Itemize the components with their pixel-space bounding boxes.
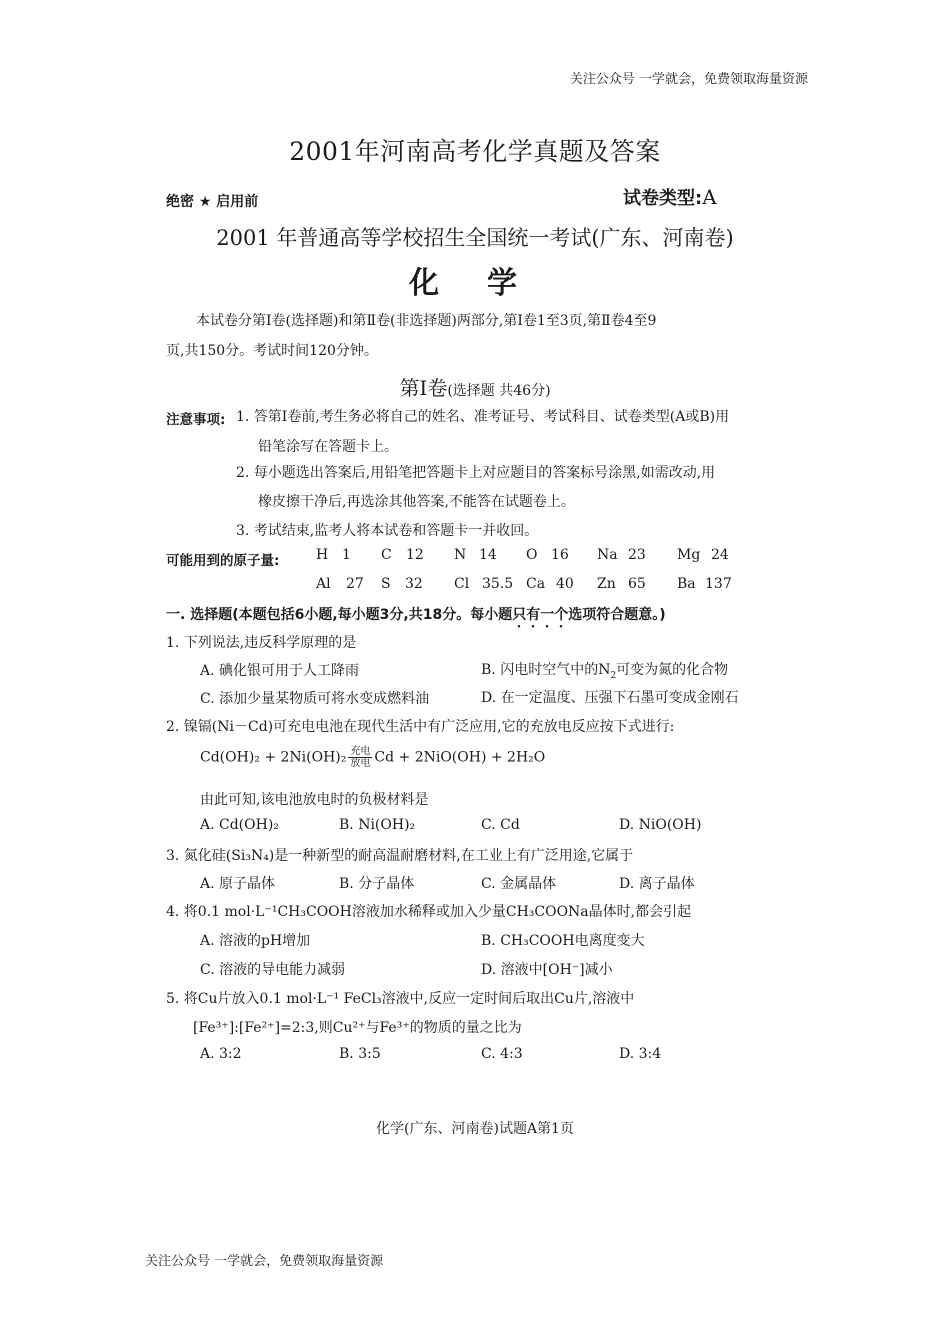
q4-option-a: A. 溶液的pH增加: [200, 933, 311, 949]
paper-type-value: A: [702, 185, 717, 209]
q2-equation: [200, 746, 545, 769]
q3-option-c: C. 金属晶体: [481, 876, 557, 892]
element-symbol: Zn: [597, 576, 616, 592]
element-mass: 32: [405, 576, 423, 592]
element-symbol: N: [454, 547, 467, 563]
q5-option-d: D. 3:4: [619, 1046, 662, 1062]
element-mass: 27: [346, 576, 364, 592]
part1-heading-a: 一. 选择题(本题包括6小题,每小题3分,共18分。每小题: [166, 607, 513, 623]
q3-stem: 3. 氮化硅(Si₃N₄)是一种新型的耐高温耐磨材料,在工业上有广泛用途,它属于: [166, 848, 634, 864]
q2-question: 由此可知,该电池放电时的负极材料是: [200, 792, 429, 808]
q4-option-d: D. 溶液中[OH⁻]减小: [481, 962, 613, 978]
section-subtitle: (选择题 共46分): [447, 383, 551, 399]
q5-option-a: A. 3:2: [200, 1046, 242, 1062]
paper-type: [623, 184, 717, 210]
element-symbol: H: [316, 547, 329, 563]
q4-option-b: B. CH₃COOH电离度变大: [481, 933, 645, 949]
paper-type-label: 试卷类型:: [623, 188, 703, 209]
subject-title: 化学: [409, 266, 565, 301]
element-mass: 40: [556, 576, 574, 592]
q3-option-b: B. 分子晶体: [339, 876, 415, 892]
q4-stem: 4. 将0.1 mol·L⁻¹CH₃COOH溶液加水稀释或加入少量CH₃COONa晶体时,都会引起: [166, 904, 692, 920]
q2-option-b: B. Ni(OH)₂: [339, 817, 416, 833]
atomic-mass-row-1: [0, 547, 950, 567]
part1-heading: [166, 604, 666, 631]
q1-option-b-sub: 2: [610, 670, 617, 681]
q5-stem-1: 5. 将Cu片放入0.1 mol·L⁻¹ FeCl₃溶液中,反应一定时间后取出Cu片,溶液中: [166, 991, 635, 1007]
element-symbol: Ba: [677, 576, 696, 592]
q1-option-b-pre: B. 闪电时空气中的N: [481, 662, 611, 678]
secret-label: 绝密 ★ 启用前: [166, 194, 259, 210]
equilibrium-arrow: [348, 746, 372, 769]
intro-line-2: 页,共150分。考试时间120分钟。: [166, 343, 378, 359]
q1-option-b-post: 可变为氮的化合物: [616, 662, 729, 678]
element-mass: 65: [628, 576, 646, 592]
q3-option-a: A. 原子晶体: [200, 876, 276, 892]
element-mass: 35.5: [482, 576, 514, 592]
element-mass: 23: [628, 547, 646, 563]
watermark-bottom: 关注公众号 一学就会，免费领取海量资源: [145, 1254, 384, 1269]
q5-stem-2: [Fe³⁺]:[Fe²⁺]=2:3,则Cu²⁺与Fe³⁺的物质的量之比为: [193, 1020, 522, 1036]
element-symbol: Cl: [454, 576, 470, 592]
q1-option-c: C. 添加少量某物质可将水变成燃料油: [200, 691, 430, 707]
notes-label: 注意事项:: [166, 412, 226, 428]
q1-option-b: [481, 659, 728, 681]
document-title: 2001年河南高考化学真题及答案: [289, 137, 661, 166]
q5-option-c: C. 4:3: [481, 1046, 523, 1062]
note-1b: 铅笔涂写在答题卡上。: [258, 439, 398, 455]
q2-option-d: D. NiO(OH): [619, 817, 702, 833]
q2-option-a: A. Cd(OH)₂: [200, 817, 279, 833]
note-1a: 1. 答第Ⅰ卷前,考生务必将自己的姓名、准考证号、考试科目、试卷类型(A或B)用: [236, 409, 730, 425]
element-symbol: C: [381, 547, 392, 563]
q5-option-b: B. 3:5: [339, 1046, 381, 1062]
element-mass: 1: [342, 547, 351, 563]
element-mass: 24: [711, 547, 729, 563]
element-symbol: Mg: [677, 547, 701, 563]
atomic-mass-label: 可能用到的原子量:: [166, 553, 280, 569]
note-2a: 2. 每小题选出答案后,用铅笔把答题卡上对应题目的答案标号涂黑,如需改动,用: [236, 465, 716, 481]
part1-heading-c: 选项符合题意。): [568, 607, 666, 623]
q1-stem: 1. 下列说法,违反科学原理的是: [166, 635, 357, 651]
page-footer: 化学(广东、河南卷)试题A第1页: [376, 1121, 574, 1137]
section-heading: [0, 372, 950, 401]
element-symbol: O: [526, 547, 538, 563]
element-symbol: Al: [316, 576, 331, 592]
q4-option-c: C. 溶液的导电能力减弱: [200, 962, 346, 978]
note-3: 3. 考试结束,监考人将本试卷和答题卡一并收回。: [236, 523, 539, 539]
watermark-top: 关注公众号 一学就会，免费领取海量资源: [569, 72, 808, 87]
q2-eq-right: Cd + 2NiO(OH) + 2H₂O: [374, 749, 546, 766]
element-mass: 12: [406, 547, 424, 563]
intro-line-1: 本试卷分第Ⅰ卷(选择题)和第Ⅱ卷(非选择题)两部分,第Ⅰ卷1至3页,第Ⅱ卷4至9: [196, 313, 657, 329]
element-symbol: Ca: [526, 576, 546, 592]
element-mass: 137: [705, 576, 732, 592]
note-2b: 橡皮擦干净后,再选涂其他答案,不能答在试题卷上。: [258, 494, 575, 510]
exam-title: 2001 年普通高等学校招生全国统一考试(广东、河南卷): [216, 226, 734, 250]
q1-option-d: D. 在一定温度、压强下石墨可变成金刚石: [481, 690, 739, 706]
element-symbol: S: [381, 576, 391, 592]
q2-stem: 2. 镍镉(Ni－Cd)可充电电池在现代生活中有广泛应用,它的充放电反应按下式进行:: [166, 719, 675, 735]
q1-option-a: A. 碘化银可用于人工降雨: [200, 663, 360, 679]
section-title: 第Ⅰ卷: [399, 376, 448, 400]
q2-eq-top: 充电: [350, 746, 371, 757]
atomic-mass-row-2: [0, 576, 950, 596]
q2-eq-left: Cd(OH)₂ + 2Ni(OH)₂: [200, 749, 347, 766]
element-symbol: Na: [597, 547, 618, 563]
q2-eq-bottom: 放电: [350, 758, 371, 769]
part1-heading-emphasis: 只有一个: [512, 607, 569, 623]
q2-option-c: C. Cd: [481, 817, 520, 833]
element-mass: 16: [551, 547, 569, 563]
q3-option-d: D. 离子晶体: [619, 876, 695, 892]
element-mass: 14: [479, 547, 497, 563]
